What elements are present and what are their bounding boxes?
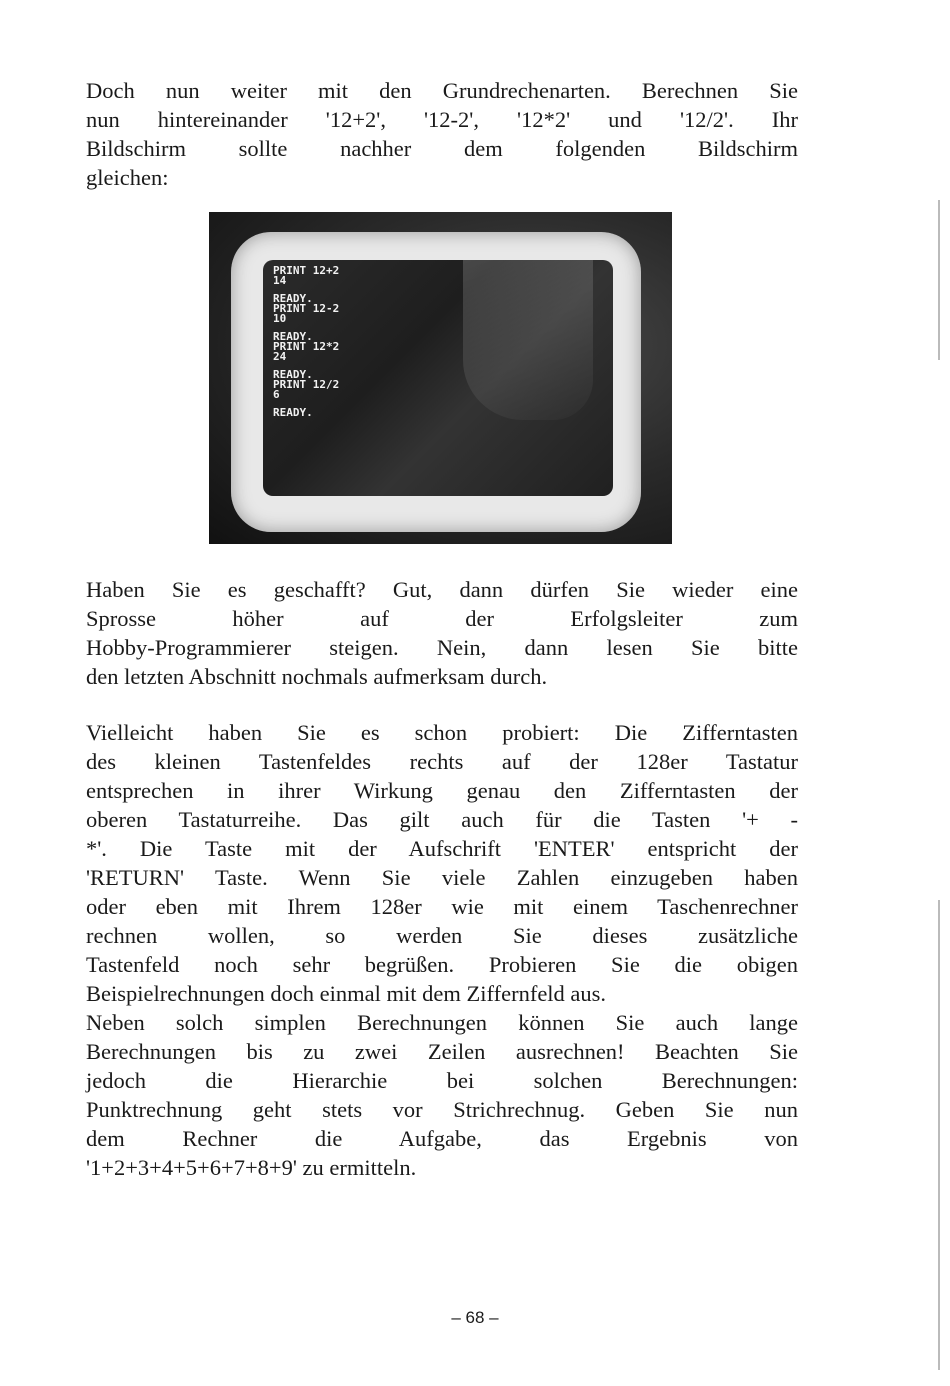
text-line: jedoch die Hierarchie bei solchen Berechnungen: — [86, 1068, 798, 1093]
text-line: Vielleicht haben Sie es schon probiert: Die Zifferntasten — [86, 720, 798, 745]
text-line: rechnen wollen, so werden Sie dieses zusätzliche — [86, 923, 798, 948]
text-line: Sprosse höher auf der Erfolgsleiter zum — [86, 606, 798, 631]
text-line: Haben Sie es geschafft? Gut, dann dürfen Sie wieder eine — [86, 577, 798, 602]
scan-edge — [938, 900, 940, 1370]
page-number: – 68 – — [451, 1308, 499, 1327]
text-line: dem Rechner die Aufgabe, das Ergebnis von — [86, 1126, 798, 1151]
scan-edge — [938, 200, 940, 360]
monitor-screen — [263, 260, 613, 496]
text-line: nun hintereinander '12+2', '12-2', '12*2' und '12/2'. Ihr — [86, 107, 798, 132]
terminal-line: READY. — [273, 406, 313, 419]
text-line: oder eben mit Ihrem 128er wie mit einem Taschenrechner — [86, 894, 798, 919]
monitor-photo — [209, 212, 672, 544]
text-line: Neben solch simplen Berechnungen können Sie auch lange — [86, 1010, 798, 1035]
text-line: des kleinen Tastenfeldes rechts auf der 128er Tastatur — [86, 749, 798, 774]
paragraph-keypad — [86, 718, 798, 1182]
intro-paragraph — [86, 76, 798, 192]
paragraph-success — [86, 575, 798, 691]
text-line: Tastenfeld noch sehr begrüßen. Probieren Sie die obigen — [86, 952, 798, 977]
text-line: entsprechen in ihrer Wirkung genau den Zifferntasten der — [86, 778, 798, 803]
terminal-line: READY. — [273, 368, 313, 381]
terminal-line: 14 — [273, 274, 287, 287]
terminal-line: PRINT 12+2 — [273, 264, 340, 277]
text-line: Bildschirm sollte nachher dem folgenden Bildschirm — [86, 136, 798, 161]
terminal-line: 6 — [273, 388, 280, 401]
terminal-output — [273, 266, 339, 418]
terminal-line: READY. — [273, 330, 313, 343]
text-line: den letzten Abschnitt nochmals aufmerksam durch. — [86, 664, 548, 689]
terminal-line: 24 — [273, 350, 287, 363]
terminal-line: PRINT 12-2 — [273, 302, 340, 315]
text-line: 'RETURN' Taste. Wenn Sie viele Zahlen einzugeben haben — [86, 865, 798, 890]
text-line: gleichen: — [86, 165, 169, 190]
text-line: Berechnungen bis zu zwei Zeilen ausrechnen! Beachten Sie — [86, 1039, 798, 1064]
text-line: Beispielrechnungen doch einmal mit dem Ziffernfeld aus. — [86, 981, 607, 1006]
terminal-line: 10 — [273, 312, 287, 325]
text-line: '1+2+3+4+5+6+7+8+9' zu ermitteln. — [86, 1155, 417, 1180]
text-line: *'. Die Taste mit der Aufschrift 'ENTER' entspricht der — [86, 836, 798, 861]
terminal-line: PRINT 12/2 — [273, 378, 340, 391]
text-line: oberen Tastaturreihe. Das gilt auch für die Tasten '+ - — [86, 807, 798, 832]
text-line: Hobby-Programmierer steigen. Nein, dann lesen Sie bitte — [86, 635, 798, 660]
text-line: Punktrechnung geht stets vor Strichrechnug. Geben Sie nun — [86, 1097, 798, 1122]
terminal-line: READY. — [273, 292, 313, 305]
terminal-line: PRINT 12*2 — [273, 340, 340, 353]
text-line: Doch nun weiter mit den Grundrechenarten. Berechnen Sie — [86, 78, 798, 103]
